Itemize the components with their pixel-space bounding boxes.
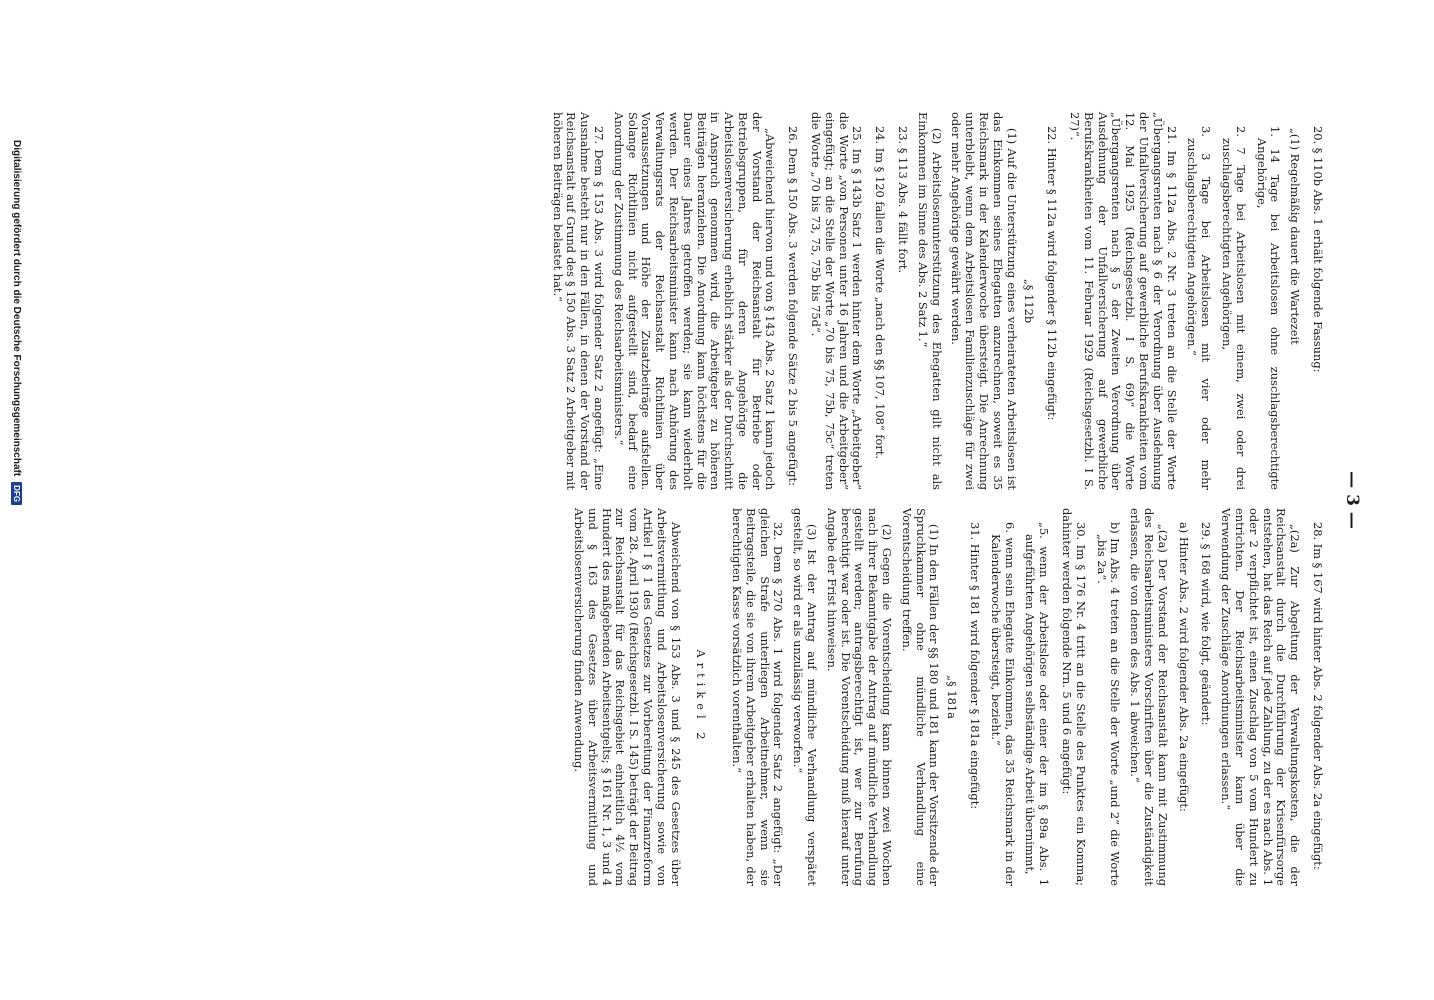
item-24: 24. Im § 120 fallen die Worte „nach den §§ 107, 108“ fort. [873,126,888,460]
item-29-b: b) Im Abs. 4 treten an die Stelle der Worte „und 2“ die Worte „bis 2a“. [1094,522,1123,886]
item-31-intro: 31. Hinter § 181 wird folgender § 181a eingefügt: [968,522,983,810]
item-20-list-3: 3. 3 Tage bei Arbeitslosen mit vier oder mehr zuschlagsberechtigten Angehörigen.“ [1185,126,1214,490]
item-29-a: a) Hinter Abs. 2 wird folgender Abs. 2a eingefügt: [1176,522,1191,812]
item-30-intro: 30. Im § 176 Nr. 4 tritt an die Stelle des Punktes ein Komma; dahinter werden folgende Nrn. 5 und 6 angefügt: [1060,508,1088,886]
item-28-intro: 28. Im § 167 wird hinter Abs. 2 folgender Abs. 2a eingefügt: [1311,522,1325,870]
item-20-list-2: 2. 7 Tage bei Arbeitslosen mit einem, zwei oder drei zuschlagsberechtigten Angehörigen, [1220,126,1248,490]
item-32: 32. Dem § 270 Abs. 1 wird folgender Satz 2 angefügt: „Der gleichen Strafe unterliegen Arbeitnehmer, wenn sie Beitragsteile, die sie von ihrem Arbeitgeber erhalten haben, der berechtigten Kasse vorsätzlich vorenthalten.“ [730,508,786,886]
item-31-para-3: (3) Ist der Antrag auf mündliche Verhandlung verspätet gestellt, so wird er als unzulässig verworfen.“ [791,508,820,886]
item-28-quote: „(2a) Zur Abgeltung der Verwaltungskosten, die der Reichsanstalt durch die Durchführung der Krisenfürsorge entstehen, hat das Reich auf jede Zahlung, zu der es nach Abs. 1 oder 2 verpflichtet ist, einen Zuschlag von 5 vom Hundert zu entrichten. Der Reichsarbeitsminister kann über die Verwendung der Zuschläge Anordnungen erlassen.“ [1219,508,1303,886]
item-31-heading: „§ 181a [945,675,960,719]
item-29-intro: 29. § 168 wird, wie folgt, geändert: [1199,522,1214,726]
article-2-heading: Artikel 2 [694,649,709,745]
item-22-para-1: (1) Auf die Unterstützung eines verheirateten Arbeitslosen ist das Einkommen seines Ehegatten anzurechnen, soweit es 35 Reichsmark in der Kalenderwoche übersteigt. Die Anrechnung unterbleibt, wenn dem Arbeitslosen Familienzuschläge für zwei oder mehr Angehörige gewährt werden. [949,112,1019,490]
item-26-quote: „Abweichend hiervon und von § 143 Abs. 2 Satz 1 kann jedoch der Vorstand der Reichsanstalt für Betriebe oder Betriebsgruppen, für deren Angehörige die Arbeitslosenversicherung erheblich stärker als der Durchschnitt in Anspruch genommen wird, die Arbeitgeber zu höheren Beiträgen heranziehen. Die Anordnung kann höchstens für die Dauer eines Jahres getroffen werden; sie kann wiederholt werden. Der Reichsarbeitsminister kann nach Anhörung des Verwaltungsrats der Reichsanstalt Richtlinien über Voraussetzungen und Höhe der Zusatzbeiträge aufstellen. Solange Richtlinien nicht aufgestellt sind, bedarf eine Anordnung der Zustimmung des Reichsarbeitsministers.“ [611,112,778,490]
page-number: — 3 — [1342,471,1362,529]
item-20-list-1: 1. 14 Tage bei Arbeitslosen ohne zuschlagsberechtigte Angehörige, [1254,126,1283,490]
right-column [562,508,1324,886]
item-23: 23. § 113 Abs. 4 fällt fort. [896,126,911,274]
item-20-quote: „(1) Regelmäßig dauert die Wartezeit [1288,128,1303,345]
item-31-para-1: (1) In den Fällen der §§ 180 und 181 kann der Vorsitzende der Spruchkammer ohne mündliche Verhandlung eine Vorentscheidung treffen. [899,508,942,886]
article-2-text: Abweichend von § 153 Abs. 3 und § 245 des Gesetzes über Arbeitsvermittlung und Arbeitslosenversicherung sowie von Artikel I § 1 des Gesetzes zur Vorbereitung der Finanzreform vom 28. April 1930 (Reichsgesetzbl. I S. 145) beträgt der Beitrag zur Reichsanstalt für das Reichsgebiet einheitlich 4½ vom Hundert des maßgebenden Arbeitsentgelts; § 161 Nr. 1, 3 und 4 und § 163 des Gesetzes über Arbeitsvermittlung und Arbeitslosenversicherung finden Anwendung. [571,508,683,886]
item-22-heading: „§ 112b [1022,278,1037,324]
left-column [541,112,1324,490]
item-30-nr-6: 6. wenn sein Ehegatte Einkommen, das 35 Reichsmark in der Kalenderwoche übersteigt, bezieht.“ [988,522,1017,886]
item-21: 21. Im § 112a Abs. 2 Nr. 3 treten an die Stelle der Worte „Übergangsrenten nach § 6 der Verordnung über Ausdehnung der Unfallversicherung auf gewerbliche Berufskrankheiten vom 12. Mai 1925 (Reichsgesetzbl. I S. 69)“ die Worte „Übergangsrenten nach § 5 der Zweiten Verordnung über Ausdehnung der Unfallversicherung auf gewerbliche Berufskrankheiten vom 11. Februar 1929 (Reichsgesetzbl. I S. 27)“. [1068,112,1179,490]
item-30-nr-5: „5. wenn der Arbeitslose oder einer der im § 89a Abs. 1 aufgeführten Angehörigen selbständige Arbeit übernimmt, [1023,522,1052,886]
digitization-credit [11,140,22,900]
item-20-intro: 20. § 110b Abs. 1 erhält folgende Fassung: [1311,126,1325,373]
dfg-logo: DFG [11,482,22,505]
item-27: 27. Dem § 153 Abs. 3 wird folgender Satz 2 angefügt: „Eine Ausnahme besteht nur in den Fällen, in denen der Vorstand der Reichsanstalt auf Grund des § 150 Abs. 3 Satz 2 Arbeitgeber mit höheren Beiträgen belastet hat.“ [550,112,606,490]
item-22-para-2: (2) Arbeitslosenunterstützung des Ehegatten gilt nicht als Einkommen im Sinne des Abs. 2 Satz 1.“ [915,112,944,490]
item-25: 25. Im § 143b Satz 1 werden hinter dem Worte „Arbeitgeber“ die Worte „von Personen unter 16 Jahren und die Arbeitgeber“ eingefügt; an die Stelle der Worte „70 bis 75, 75b, 75c“ treten die Worte „70 bis 73, 75, 75b bis 75d“. [809,112,865,490]
item-22-intro: 22. Hinter § 112a wird folgender § 112b eingefügt: [1045,126,1060,421]
item-31-para-2: (2) Gegen die Vorentscheidung kann binnen zwei Wochen nach ihrer Bekanntgabe der Antrag auf mündliche Verhandlung gestellt werden; antragsberechtigt ist, wer zur Berufung berechtigt war oder ist. Die Vorentscheidung muß hierauf unter Angabe der Frist hinweisen. [824,508,895,886]
item-29-a-quote: „(2a) Der Vorstand der Reichsanstalt kann mit Zustimmung des Reichsarbeitsministers Vorschriften über die Zuständigkeit erlassen, die von denen des Abs. 1 abweichen.“ [1128,508,1170,886]
item-26-intro: 26. Dem § 150 Abs. 3 werden folgende Sätze 2 bis 5 angefügt: [786,126,801,486]
funding-note: Digitalisierung gefördert durch die Deutsche Forschungsgemeinschaft [11,140,22,477]
